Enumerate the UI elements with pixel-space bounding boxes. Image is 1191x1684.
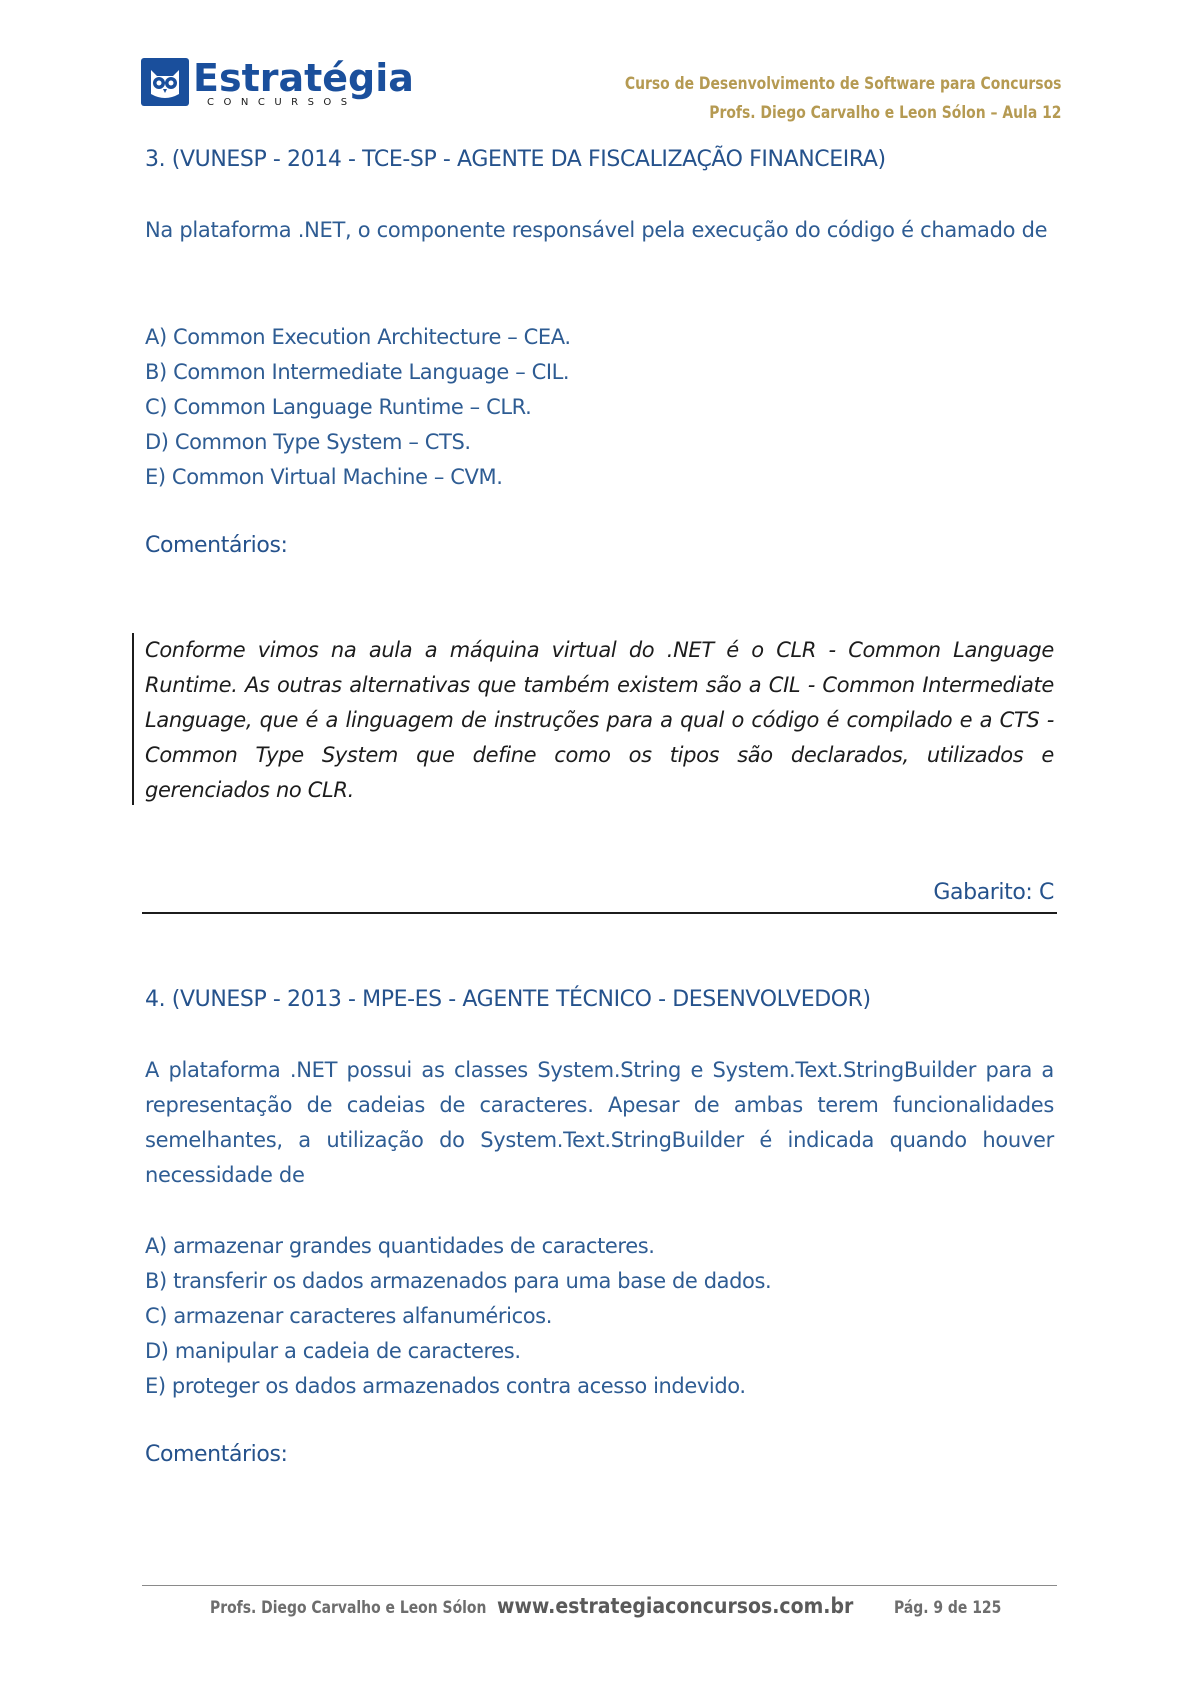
answer-value: C xyxy=(1039,880,1054,905)
footer-divider xyxy=(142,1585,1057,1586)
authors-lesson: Profs. Diego Carvalho e Leon Sólon – Aula 12 xyxy=(708,103,1061,123)
option-b: B) transferir os dados armazenados para uma base de dados. xyxy=(145,1269,772,1293)
option-a: A) Common Execution Architecture – CEA. xyxy=(145,325,571,349)
footer-authors: Profs. Diego Carvalho e Leon Sólon xyxy=(210,1598,487,1618)
logo-wordmark: Estratégia xyxy=(193,56,414,100)
question-3-title: 3. (VUNESP - 2014 - TCE-SP - AGENTE DA FISCALIZAÇÃO FINANCEIRA) xyxy=(145,147,886,172)
question-4-stem: A plataforma .NET possui as classes System.String e System.Text.StringBuilder para a representação de cadeias de caracteres. Apesar de ambas terem funcionalidades semelhantes, a utilização do System.Text.StringBuilder é indicada quando houver necessidade de xyxy=(145,1058,1054,1187)
question-3-stem: Na plataforma .NET, o componente responsável pela execução do código é chamado de xyxy=(145,218,1048,242)
option-e: E) proteger os dados armazenados contra acesso indevido. xyxy=(145,1374,746,1398)
page-header xyxy=(529,70,1061,128)
footer-url[interactable]: www.estrategiaconcursos.com.br xyxy=(497,1594,854,1618)
question-4-comments-label: Comentários: xyxy=(145,1442,288,1467)
page-number: Pág. 9 de 125 xyxy=(894,1598,1002,1618)
logo-subtitle: CONCURSOS xyxy=(207,97,357,108)
option-a: A) armazenar grandes quantidades de caracteres. xyxy=(145,1234,655,1258)
question-4-options xyxy=(145,1229,1054,1404)
option-c: C) Common Language Runtime – CLR. xyxy=(145,395,532,419)
option-e: E) Common Virtual Machine – CVM. xyxy=(145,465,503,489)
question-3-comments-label: Comentários: xyxy=(145,533,288,558)
answer-label: Gabarito: xyxy=(933,880,1033,905)
option-d: D) manipular a cadeia de caracteres. xyxy=(145,1339,521,1363)
comment-quote-bar xyxy=(132,633,134,805)
option-b: B) Common Intermediate Language – CIL. xyxy=(145,360,570,384)
estrategia-logo xyxy=(141,58,414,112)
course-title: Curso de Desenvolvimento de Software para Concursos xyxy=(624,74,1061,94)
question-3-answer xyxy=(933,880,1054,905)
owl-logo-icon xyxy=(141,58,189,106)
question-3-comment: Conforme vimos na aula a máquina virtual do .NET é o CLR - Common Language Runtime. As outras alternativas que também existem são a CIL - Common Intermediate Language, que é a linguagem de instruções para a qual o código é compilado e a CTS - Common Type System que define como os tipos são declarados, utilizados e gerenciados no CLR. xyxy=(145,638,1054,802)
question-3-options xyxy=(145,320,1054,495)
option-d: D) Common Type System – CTS. xyxy=(145,430,471,454)
section-divider xyxy=(142,912,1057,914)
option-c: C) armazenar caracteres alfanuméricos. xyxy=(145,1304,552,1328)
question-4-title: 4. (VUNESP - 2013 - MPE-ES - AGENTE TÉCNICO - DESENVOLVEDOR) xyxy=(145,987,871,1012)
